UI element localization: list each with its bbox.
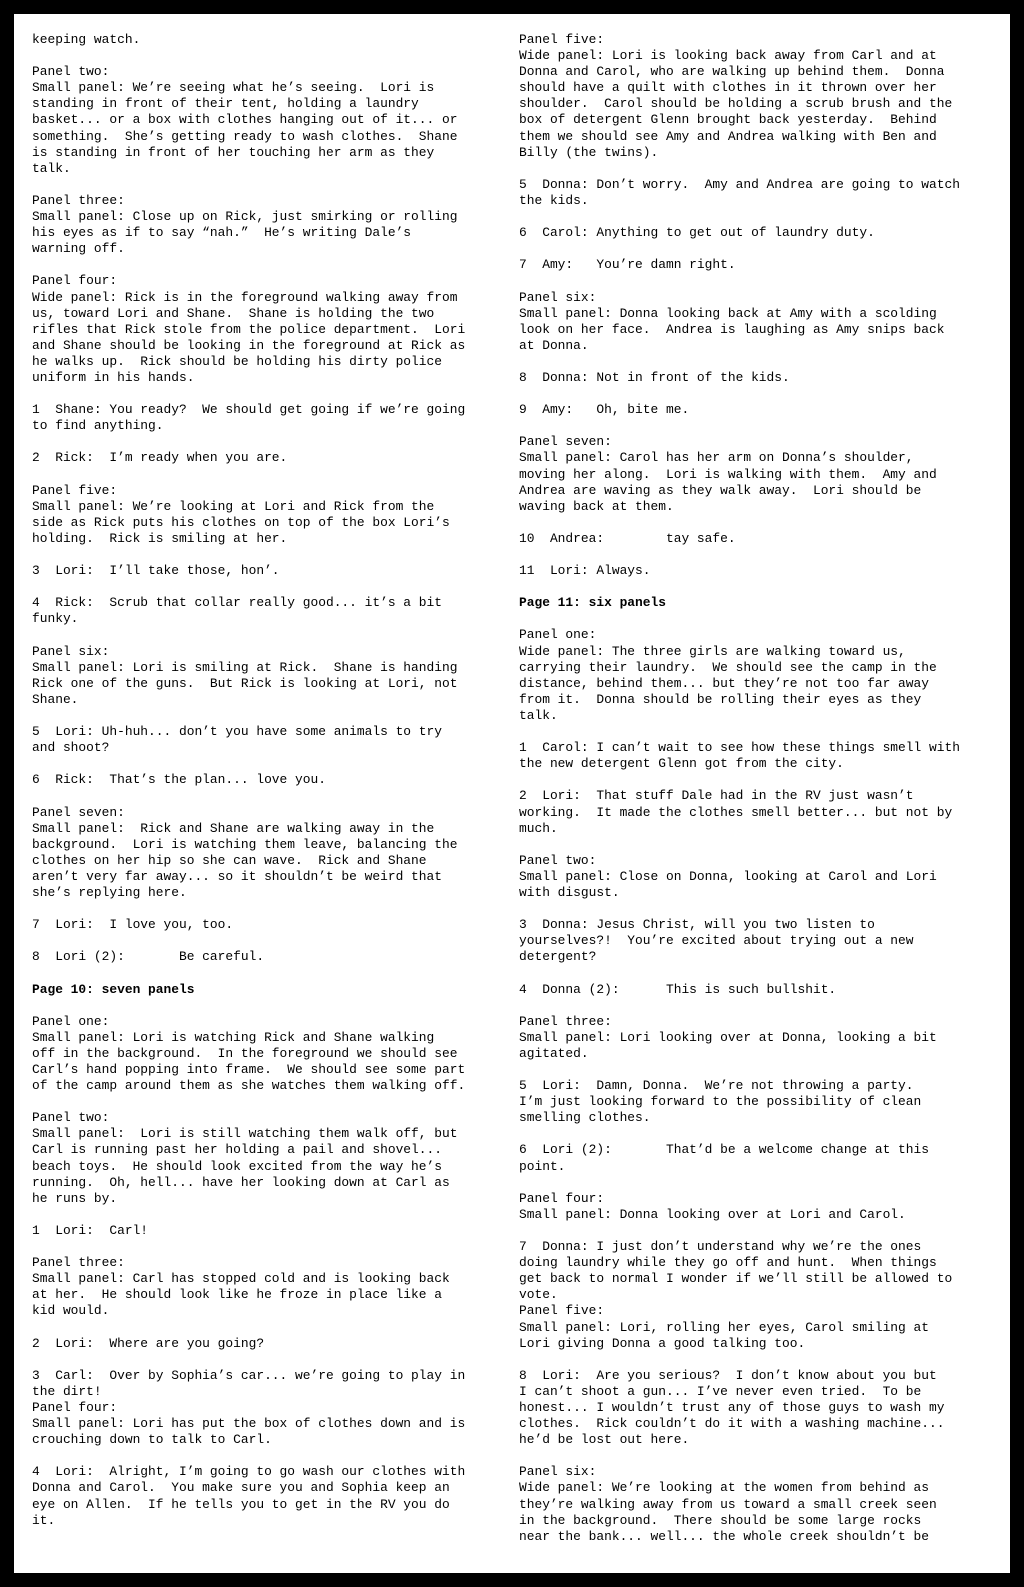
script-block: 2 Lori: Where are you going?: [32, 1335, 265, 1351]
right-column: [519, 32, 999, 1545]
script-block: 4 Rick: Scrub that collar really good... it’s a bit funky.: [32, 595, 442, 627]
script-block: Panel five: Small panel: We’re looking at Lori and Rick from the side as Rick puts his clothes on top of the box Lori’s holding. Rick is smiling at her.: [32, 482, 450, 546]
script-block: 4 Lori: Alright, I’m going to go wash our clothes with Donna and Carol. You make sure you and Sophia keep an eye on Allen. If he tells you to get in the RV you do it.: [32, 1464, 466, 1528]
script-block: 7 Amy: You’re damn right.: [519, 257, 736, 273]
script-block: keeping watch.: [32, 32, 141, 47]
script-block: 3 Lori: I’ll take those, hon’.: [32, 563, 280, 579]
script-block: 4 Donna (2): This is such bullshit.: [519, 981, 837, 997]
script-block: 6 Carol: Anything to get out of laundry duty.: [519, 225, 875, 241]
script-block: Panel three: Small panel: Carl has stopped cold and is looking back at her. He should look like he froze in place like a kid would.: [32, 1255, 450, 1319]
script-block: 7 Lori: I love you, too.: [32, 917, 234, 933]
script-block: 5 Lori: Damn, Donna. We’re not throwing a party. I’m just looking forward to the possibility of clean smelling clothes.: [519, 1078, 922, 1126]
script-block: 9 Amy: Oh, bite me.: [519, 402, 690, 418]
script-page: [14, 14, 1010, 1573]
script-block: 8 Donna: Not in front of the kids.: [519, 369, 790, 385]
script-block: Panel one: Wide panel: The three girls are walking toward us, carrying their laundry. We should see the camp in the distance, behind them... but they’re not too far away from it. Donna should be rolling their eyes as they talk.: [519, 627, 937, 723]
script-block: 8 Lori: Are you serious? I don’t know about you but I can’t shoot a gun... I’ve never even tried. To be honest... I wouldn’t trust any of those guys to wash my clothes. Rick couldn’t do it with a washing machine... he’d be lost out here.: [519, 1367, 945, 1448]
script-block: 1 Shane: You ready? We should get going if we’re going to find anything.: [32, 402, 466, 434]
script-block: Panel one: Small panel: Lori is watching Rick and Shane walking off in the background. In the foreground we should see Carl’s hand popping into frame. We should see some part of the camp around them as she watches them walking off.: [32, 1013, 466, 1094]
script-block: Panel six: Small panel: Lori is smiling at Rick. Shane is handing Rick one of the guns. But Rick is looking at Lori, not Shane.: [32, 643, 458, 707]
script-block: Panel seven: Small panel: Rick and Shane are walking away in the background. Lori is watching them leave, balancing the clothes on her hip so she can wave. Rick and Shane aren’t very far away... so it shouldn’t be weird that she’s replying here.: [32, 804, 458, 900]
script-block: Panel three: Small panel: Close up on Rick, just smirking or rolling his eyes as if to say “nah.” He’s writing Dale’s warning off.: [32, 192, 458, 257]
script-block: Panel five: Wide panel: Lori is looking back away from Carl and at Donna and Carol, who are walking up behind them. Donna should have a quilt with clothes in it thrown over her shoulder. Carol should be holding a scrub brush and the box of detergent Glenn brought back yesterday. Behind them we should see Amy and Andrea walking with Ben and Billy (the twins).: [519, 32, 953, 160]
script-block: Panel two: Small panel: Close on Donna, looking at Carol and Lori with disgust.: [519, 852, 937, 900]
script-block: Panel six: Wide panel: We’re looking at the women from behind as they’re walking away from us toward a small creek seen in the background. There should be some large rocks near the bank... well... the whole creek shouldn’t be: [519, 1464, 937, 1544]
script-block: 8 Lori (2): Be careful.: [32, 949, 265, 965]
script-block: Panel six: Small panel: Donna looking back at Amy with a scolding look on her face. Andrea is laughing as Amy snips back at Donna.: [519, 289, 945, 353]
script-block: 5 Donna: Don’t worry. Amy and Andrea are going to watch the kids.: [519, 176, 960, 208]
script-block: Panel three: Small panel: Lori looking over at Donna, looking a bit agitated.: [519, 1013, 937, 1061]
script-block: Panel two: Small panel: Lori is still watching them walk off, but Carl is running past her holding a pail and shovel... beach toys. He should look excited from the way he’s running. Oh, hell... have her looking down at Carl as he runs by.: [32, 1110, 458, 1206]
script-block: 11 Lori: Always.: [519, 563, 651, 579]
page-heading: Page 10: seven panels: [32, 981, 195, 997]
script-block: 2 Lori: That stuff Dale had in the RV just wasn’t working. It made the clothes smell better... but not by much.: [519, 788, 953, 836]
script-block: 10 Andrea: tay safe.: [519, 530, 736, 546]
script-block: 3 Donna: Jesus Christ, will you two listen to yourselves?! You’re excited about trying out a new detergent?: [519, 917, 914, 965]
script-block: Panel seven: Small panel: Carol has her arm on Donna’s shoulder, moving her along. Lori is walking with them. Amy and Andrea are waving as they walk away. Lori should be waving back at them.: [519, 434, 937, 514]
script-block: 2 Rick: I’m ready when you are.: [32, 450, 288, 466]
script-block: 1 Carol: I can’t wait to see how these things smell with the new detergent Glenn got from the city.: [519, 740, 960, 772]
script-block: 7 Donna: I just don’t understand why we’re the ones doing laundry while they go off and hunt. When things get back to normal I wonder if we’ll still be allowed to vote. Panel five: Small panel: Lori, rolling her eyes, Carol smiling at Lori giving Donna a good talking too.: [519, 1239, 953, 1351]
script-block: 5 Lori: Uh-huh... don’t you have some animals to try and shoot?: [32, 724, 442, 756]
script-block: 1 Lori: Carl!: [32, 1222, 149, 1238]
script-block: Panel four: Small panel: Donna looking over at Lori and Carol.: [519, 1190, 906, 1222]
script-block: 3 Carl: Over by Sophia’s car... we’re going to play in the dirt! Panel four: Small panel: Lori has put the box of clothes down and is crouching down to talk to Carl.: [32, 1367, 466, 1448]
script-block: 6 Lori (2): That’d be a welcome change at this point.: [519, 1142, 929, 1174]
left-column: [32, 32, 502, 1529]
page-heading: Page 11: six panels: [519, 595, 666, 611]
script-block: Panel two: Small panel: We’re seeing what he’s seeing. Lori is standing in front of their tent, holding a laundry basket... or a box with clothes hanging out of it... or something. She’s getting ready to wash clothes. Shane is standing in front of her touching her arm as they talk.: [32, 64, 458, 176]
script-block: Panel four: Wide panel: Rick is in the foreground walking away from us, toward Lori and Shane. Shane is holding the two rifles that Rick stole from the police department. Lori and Shane should be looking in the foreground at Rick as he walks up. Rick should be holding his dirty police uniform in his hands.: [32, 273, 466, 385]
script-block: 6 Rick: That’s the plan... love you.: [32, 772, 326, 788]
